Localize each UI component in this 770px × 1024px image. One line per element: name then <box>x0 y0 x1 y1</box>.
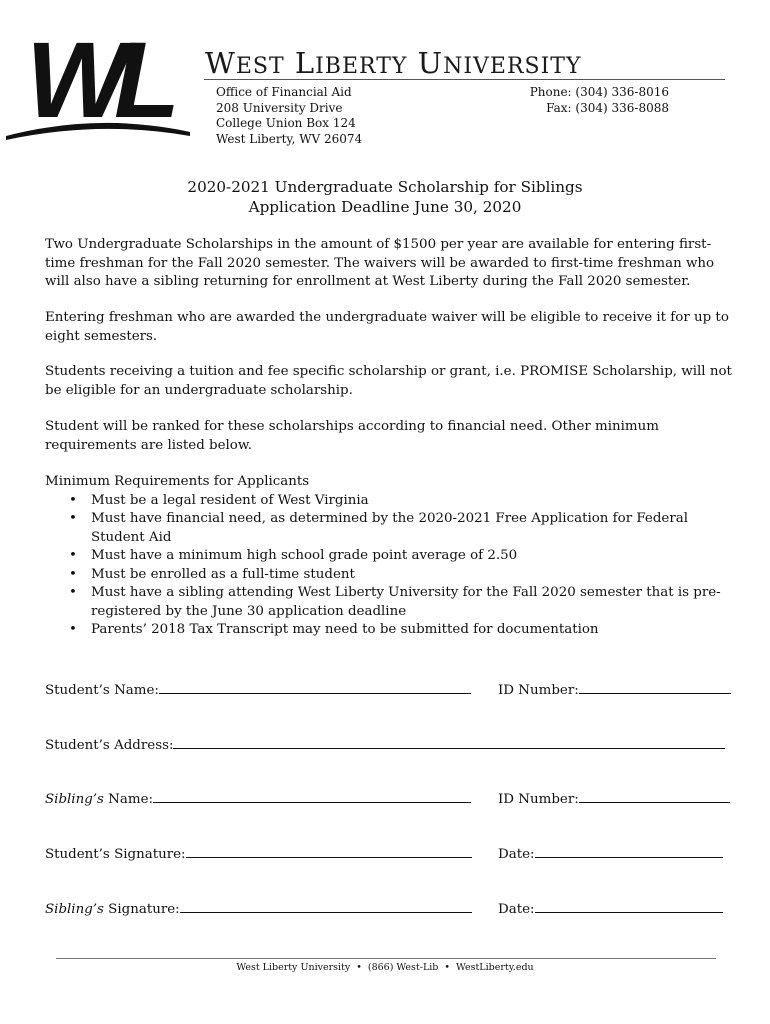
address-line: 208 University Drive <box>216 100 343 115</box>
address-line: West Liberty, WV 26074 <box>216 131 363 146</box>
student-address-label: Student’s Address: <box>45 738 174 753</box>
footer-website[interactable]: WestLiberty.edu <box>455 962 534 973</box>
requirement-item: • Must be a legal resident of West Virginia <box>91 492 735 511</box>
sibling-date-field <box>498 898 723 917</box>
requirement-item: • Must have financial need, as determined by the 2020-2021 Free Application for Federal Student Aid <box>91 510 735 547</box>
paragraph-exclusions: Students receiving a tuition and fee specific scholarship or grant, i.e. PROMISE Scholarship, will not be eligible for an undergraduate scholarship. <box>45 364 732 398</box>
sibling-id-field <box>498 788 730 807</box>
paragraph-ranking: Student will be ranked for these scholarships according to financial need. Other minimum requirements are listed below. <box>45 419 659 453</box>
footer-phone: (866) West-Lib <box>367 962 439 973</box>
student-id-line[interactable] <box>579 679 731 694</box>
page-footer <box>0 962 770 973</box>
header-rule <box>204 79 725 80</box>
office-address <box>216 85 362 147</box>
student-signature-line[interactable] <box>186 843 472 858</box>
student-address-field <box>45 734 725 753</box>
requirements-heading: Minimum Requirements for Applicants <box>45 474 310 489</box>
student-address-line[interactable] <box>173 734 725 749</box>
sibling-signature-line[interactable] <box>180 898 472 913</box>
paragraph-scholarship-amount: Two Undergraduate Scholarships in the amount of $1500 per year are available for entering first-time freshman for the Fall 2020 semester. The waivers will be awarded to first-time freshman who will also have a sibling returning for enrollment at West Liberty during the Fall 2020 semester. <box>45 237 715 289</box>
logo-letters: WL <box>26 20 166 140</box>
sibling-signature-label: Sibling’s Signature: <box>45 902 180 917</box>
student-signature-field <box>45 843 472 862</box>
requirements-section <box>45 473 735 640</box>
sibling-date-label: Date: <box>498 902 535 917</box>
requirement-item: • Must have a sibling attending West Liberty University for the Fall 2020 semester that is pre-registered by the June 30 application deadline <box>91 584 735 621</box>
phone-number: Phone: (304) 336-8016 <box>529 85 669 99</box>
sibling-id-line[interactable] <box>579 788 730 803</box>
application-deadline: Application Deadline June 30, 2020 <box>248 198 522 216</box>
requirements-list <box>45 492 735 640</box>
sibling-name-line[interactable] <box>153 788 471 803</box>
sibling-date-line[interactable] <box>535 898 723 913</box>
student-date-line[interactable] <box>535 843 723 858</box>
paragraph-eligibility-duration: Entering freshman who are awarded the undergraduate waiver will be eligible to receive it for up to eight semesters. <box>45 310 729 344</box>
requirement-item: • Must have a minimum high school grade point average of 2.50 <box>91 547 735 566</box>
sibling-signature-field <box>45 898 472 917</box>
university-name: WEST LIBERTY UNIVERSITY <box>205 46 582 80</box>
footer-org: West Liberty University <box>236 962 351 973</box>
sibling-name-label: Sibling’s Name: <box>45 792 154 807</box>
office-contact <box>520 85 669 116</box>
footer-rule <box>56 958 716 959</box>
sibling-id-label: ID Number: <box>498 792 579 807</box>
university-logo <box>4 20 194 140</box>
sibling-name-field <box>45 788 471 807</box>
student-id-field <box>498 679 731 698</box>
student-name-line[interactable] <box>159 679 471 694</box>
bullet-separator-icon: • <box>444 962 450 973</box>
requirement-item: • Parents’ 2018 Tax Transcript may need to be submitted for documentation <box>91 621 735 640</box>
student-signature-label: Student’s Signature: <box>45 847 186 862</box>
student-date-field <box>498 843 723 862</box>
student-date-label: Date: <box>498 847 535 862</box>
requirement-item: • Must be enrolled as a full-time student <box>91 566 735 585</box>
document-titles <box>0 177 770 217</box>
student-name-label: Student’s Name: <box>45 683 159 698</box>
address-line: College Union Box 124 <box>216 116 356 130</box>
student-name-field <box>45 679 471 698</box>
student-id-label: ID Number: <box>498 683 579 698</box>
fax-number: Fax: (304) 336-8088 <box>546 100 669 115</box>
document-title: 2020-2021 Undergraduate Scholarship for Siblings <box>187 178 583 196</box>
bullet-separator-icon: • <box>356 962 362 973</box>
address-line: Office of Financial Aid <box>216 85 352 99</box>
